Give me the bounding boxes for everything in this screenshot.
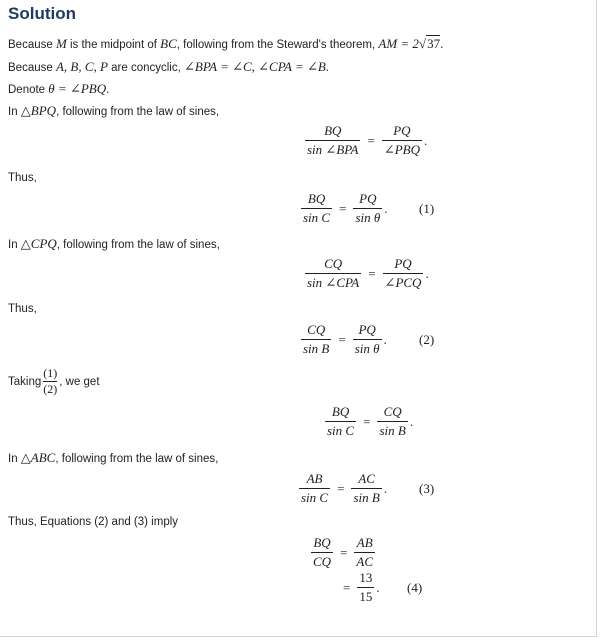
solution-heading: Solution <box>8 4 76 23</box>
text-fragment: , following from the law of sines, <box>55 453 219 465</box>
period: . <box>376 579 380 595</box>
text-line-taking <box>8 366 100 397</box>
math-fragment: θ = ∠PBQ <box>48 81 107 96</box>
fraction <box>382 123 422 158</box>
text-line-concyclic <box>8 59 329 75</box>
denominator: sin B <box>303 341 330 356</box>
equation-2 <box>299 322 387 357</box>
equation-tag: (4) <box>407 580 423 595</box>
equation-final-ratio <box>309 535 377 570</box>
text-fragment: In <box>8 239 21 251</box>
text-line-midpoint <box>8 36 443 52</box>
period: . <box>384 200 388 216</box>
text-fragment: In <box>8 106 21 118</box>
denominator: ∠PCQ <box>384 275 422 290</box>
math-fragment: A, B, C, P <box>55 59 108 74</box>
math-fragment: . <box>106 81 110 96</box>
equals-sign: = <box>339 200 347 216</box>
fraction <box>377 404 407 439</box>
equation-ratio <box>323 404 413 439</box>
equals-sign: = <box>337 480 345 496</box>
math-fragment: . <box>325 59 330 74</box>
fraction <box>354 535 375 570</box>
text-thus: Thus, <box>8 303 37 315</box>
fraction <box>301 322 331 357</box>
fraction <box>311 535 333 570</box>
numerator: BQ <box>307 191 326 206</box>
text-fragment: , we get <box>59 375 100 388</box>
numerator: PQ <box>358 322 376 337</box>
equals-sign: = <box>363 413 371 429</box>
equation-cpq-sines <box>303 256 429 291</box>
equals-sign: = <box>368 265 376 281</box>
text-fragment: are concyclic, <box>107 62 185 74</box>
fraction <box>357 570 374 605</box>
text-fragment: Because <box>8 62 56 74</box>
text-line-denote <box>8 81 109 97</box>
fraction <box>353 322 382 357</box>
numerator: PQ <box>359 191 377 206</box>
text-fragment: In <box>8 453 21 465</box>
text-fragment: Denote <box>8 84 49 96</box>
math-fragment: △CPQ <box>20 236 57 251</box>
fraction <box>353 191 382 226</box>
math-fragment: M <box>55 36 67 51</box>
denominator: sin C <box>327 423 355 438</box>
period: . <box>409 413 414 429</box>
numerator: CQ <box>324 256 343 271</box>
equation-bpq-sines <box>303 123 427 158</box>
fraction <box>305 256 361 291</box>
denominator: CQ <box>313 554 332 569</box>
numerator: (1) <box>43 366 58 380</box>
text-fragment: , following from the law of sines, <box>56 106 220 118</box>
numerator: BQ <box>331 404 350 419</box>
fraction <box>383 256 424 291</box>
equals-sign: = <box>340 544 348 560</box>
fraction <box>43 366 57 397</box>
text-thus: Thus, <box>8 172 37 184</box>
equation-1 <box>299 191 388 226</box>
denominator: (2) <box>43 382 58 396</box>
equation-tag: (3) <box>419 481 435 496</box>
numerator: 13 <box>359 570 373 585</box>
numerator: AB <box>306 471 323 486</box>
fraction <box>325 404 356 439</box>
denominator: sin ∠BPA <box>307 142 359 157</box>
numerator: AC <box>358 471 375 486</box>
sqrt-radicand: 37 <box>427 36 441 51</box>
denominator: sin θ <box>355 210 381 225</box>
period: . <box>383 331 387 347</box>
text-line-abc-law <box>8 450 218 466</box>
math-fragment: . <box>440 36 444 51</box>
denominator: sin B <box>379 423 406 438</box>
text-line-bpq-law <box>8 103 219 119</box>
equals-sign: = <box>367 132 375 148</box>
math-fragment: BC <box>160 36 177 51</box>
period: . <box>425 265 429 281</box>
denominator: sin C <box>301 490 329 505</box>
text-fragment: is the midpoint of <box>66 39 161 51</box>
equation-tag: (2) <box>419 332 435 347</box>
denominator: AC <box>356 554 374 569</box>
equals-sign: = <box>343 579 351 595</box>
math-fragment: △BPQ <box>20 103 57 118</box>
fraction <box>305 123 360 158</box>
math-fragment: △ABC <box>20 450 56 465</box>
numerator: CQ <box>307 322 326 337</box>
period: . <box>383 480 388 496</box>
text-line-cpq-law <box>8 236 220 252</box>
numerator: AB <box>356 535 373 550</box>
equation-4 <box>338 570 380 605</box>
text-fragment: , following from the Steward's theorem, <box>176 39 379 51</box>
text-fragment: , following from the law of sines, <box>56 239 220 251</box>
denominator: 15 <box>359 589 373 604</box>
text-fragment: Taking <box>8 375 42 388</box>
fraction <box>299 471 330 506</box>
equation-3 <box>297 471 387 506</box>
numerator: BQ <box>313 535 331 550</box>
numerator: BQ <box>324 123 342 138</box>
denominator: sin θ <box>354 341 380 356</box>
fraction <box>301 191 332 226</box>
text-fragment: Because <box>8 39 56 51</box>
denominator: ∠PBQ <box>383 142 420 157</box>
period: . <box>423 132 428 148</box>
math-fragment: ∠BPA = ∠C, ∠CPA = ∠B <box>184 59 326 74</box>
equation-tag: (1) <box>419 201 435 216</box>
numerator: PQ <box>393 123 411 138</box>
numerator: PQ <box>394 256 412 271</box>
numerator: CQ <box>383 404 402 419</box>
fraction <box>351 471 381 506</box>
text-line-imply: Thus, Equations (2) and (3) imply <box>8 516 179 528</box>
sqrt-symbol: √ <box>418 36 427 51</box>
denominator: sin B <box>353 490 380 505</box>
math-fragment: AM = 2 <box>378 36 419 51</box>
denominator: sin ∠CPA <box>307 275 360 290</box>
equals-sign: = <box>338 331 346 347</box>
denominator: sin C <box>303 210 331 225</box>
